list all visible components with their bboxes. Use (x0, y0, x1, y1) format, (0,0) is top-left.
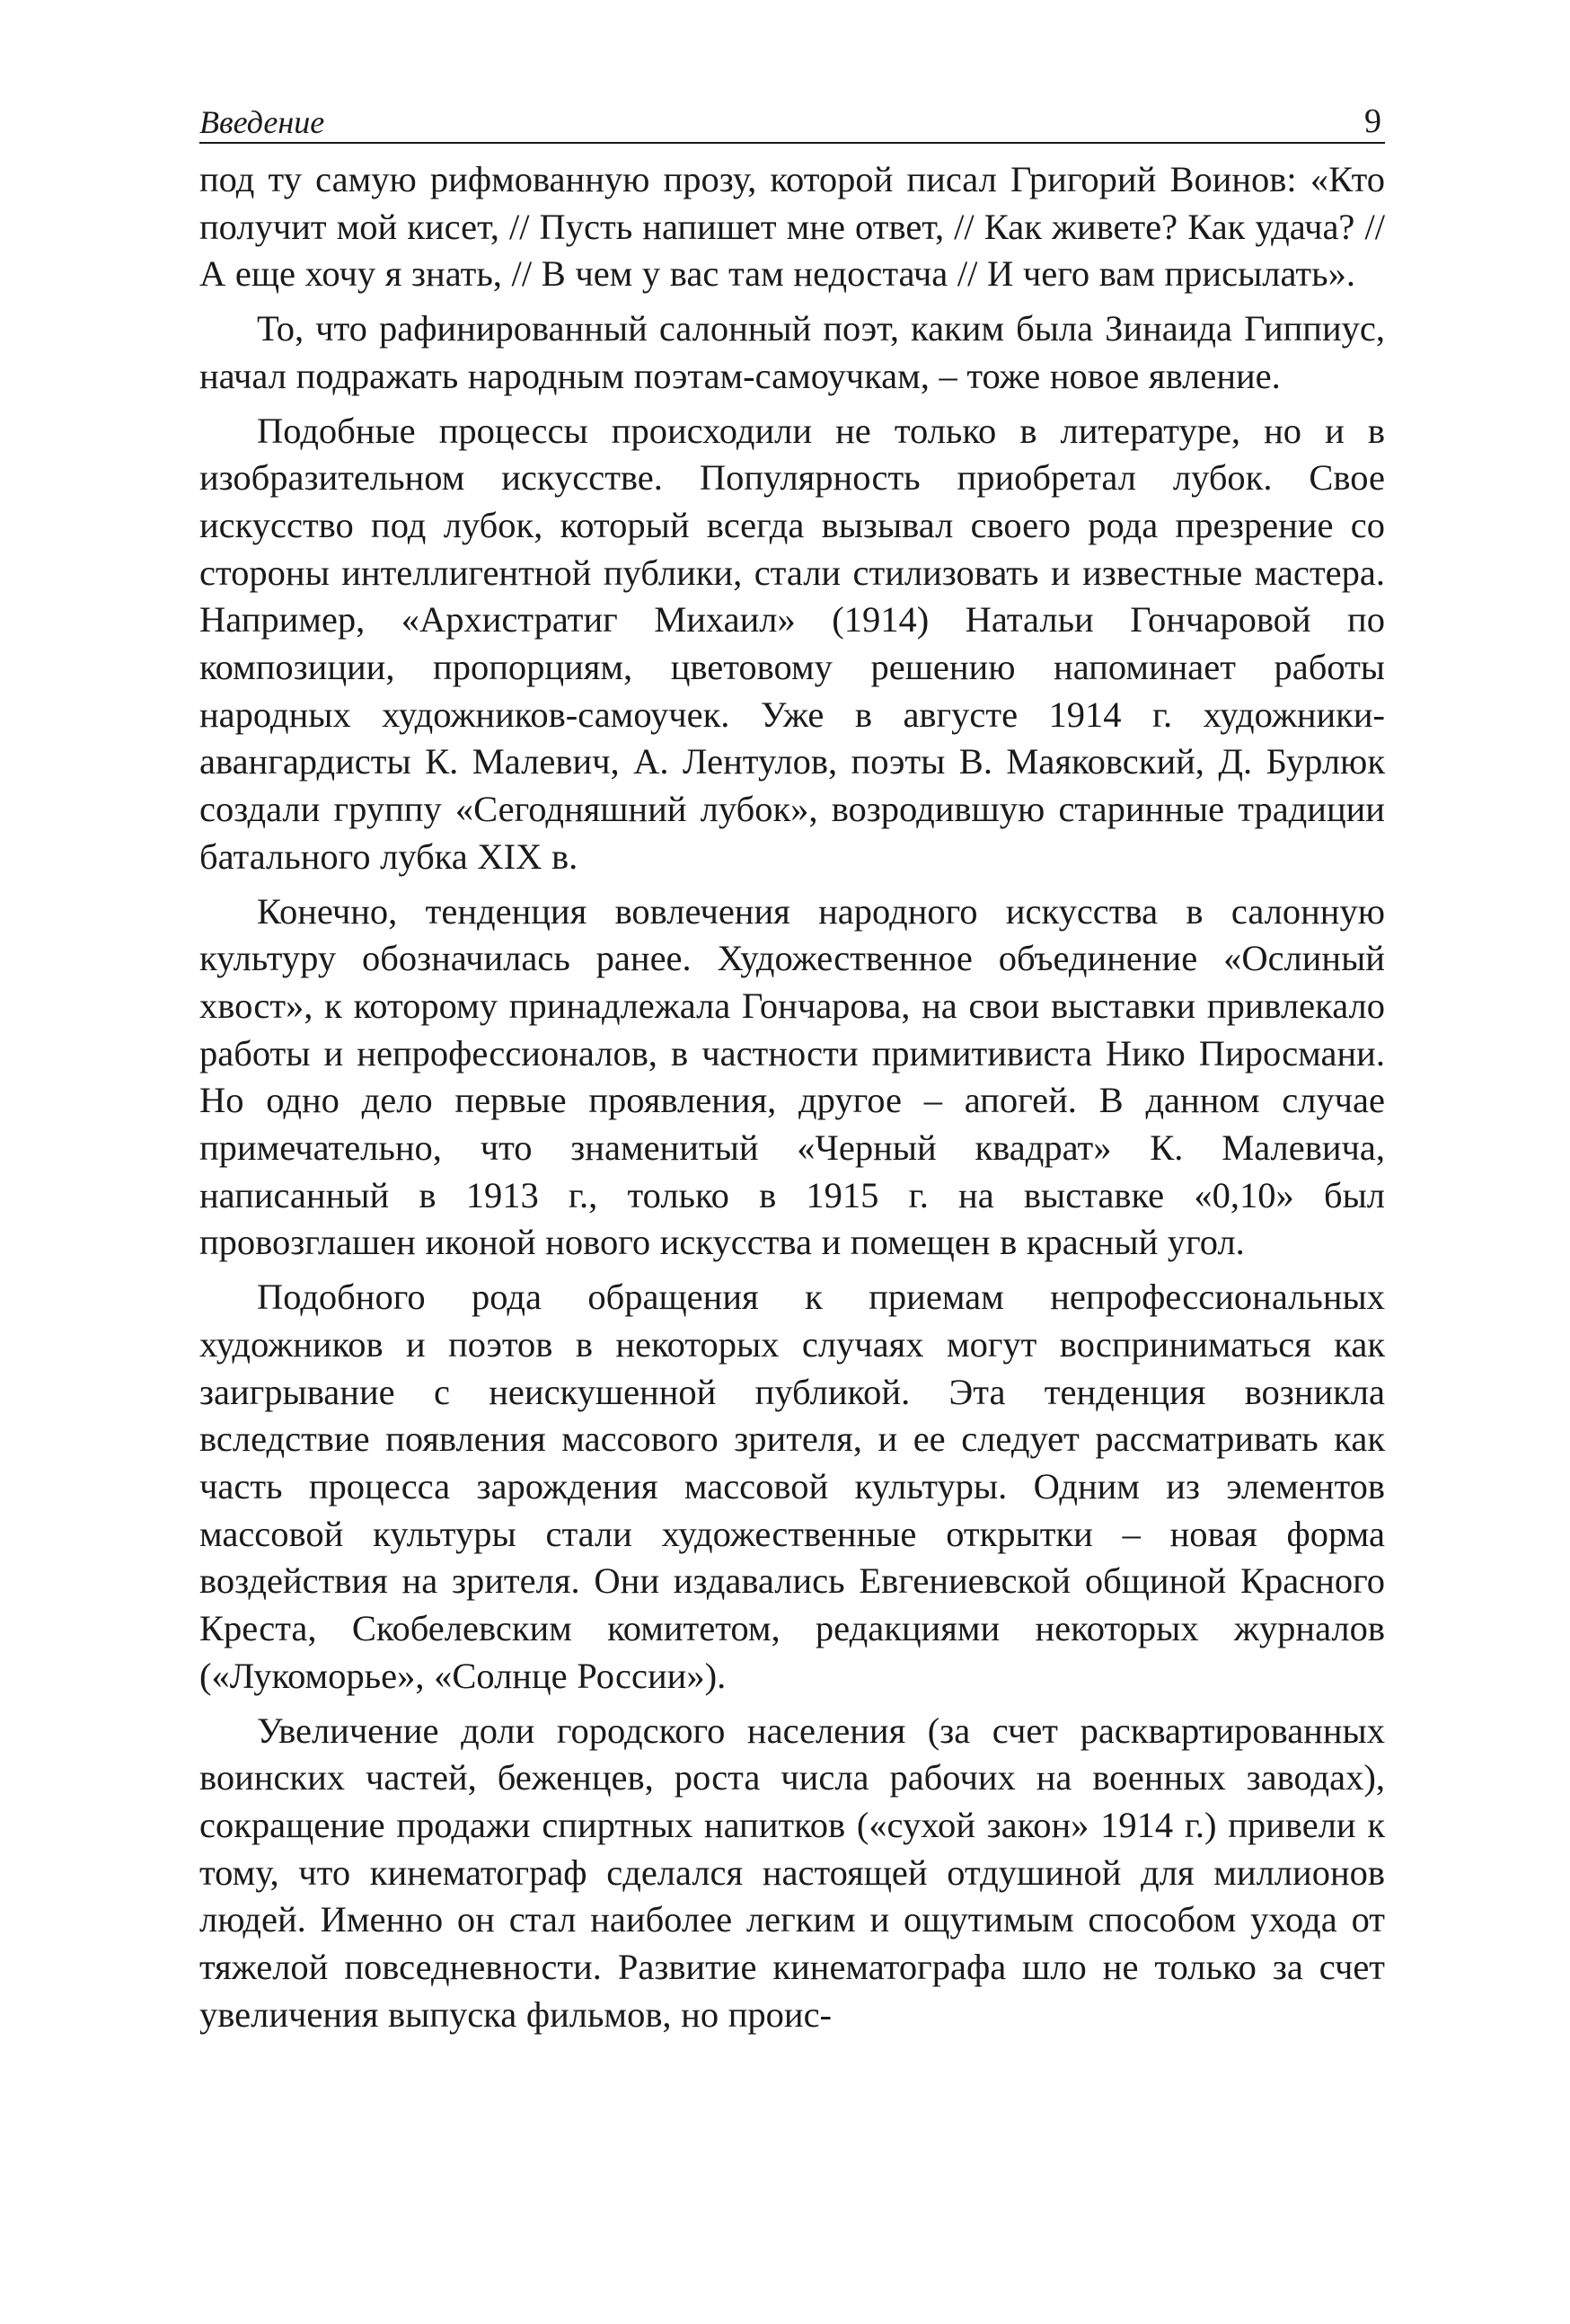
section-title: Введение (199, 104, 325, 140)
page-number: 9 (1364, 102, 1381, 140)
body-text (199, 156, 1385, 2038)
paragraph: Увеличение доли городского населения (за счет расквартированных воинских частей, беженцев, роста числа рабочих на военных заводах), сокращение продажи спиртных напитков («сухой закон» 1914 г.) привели к тому, что кинематограф сделался настоящей отдушиной для миллионов людей. Именно он стал наиболее легким и ощутимым способом ухода от тяжелой повседневности. Развитие кинематографа шло не только за счет увеличения выпуска фильмов, но проис- (199, 1710, 1385, 2035)
book-page (199, 97, 1385, 2038)
paragraph: Конечно, тенденция вовлечения народного искусства в салонную культуру обозначилась ранее. Художественное объединение «Ослиный хвост», к которому принадлежала Гончарова, на свои выставки привлекало работы и непрофессионалов, в частности примитивиста Нико Пиросмани. Но одно дело первые проявления, другое – апогей. В данном случае примечательно, что знаменитый «Черный квадрат» К. Малевича, написанный в 1913 г., только в 1915 г. на выставке «0,10» был провозглашен иконой нового искусства и помещен в красный угол. (199, 890, 1385, 1263)
paragraph: Подобные процессы происходили не только в литературе, но и в изобразительном искусстве. Популярность приобретал лубок. Свое искусство под лубок, который всегда вызывал своего рода презрение со стороны интеллигентной публики, стали стилизовать и известные мастера. Например, «Архистратиг Михаил» (1914) Натальи Гончаровой по композиции, пропорциям, цветовому решению напоминает работы народных художников-самоучек. Уже в августе 1914 г. художники-авангардисты К. Малевич, А. Лентулов, поэты В. Маяковский, Д. Бурлюк создали группу «Сегодняшний лубок», возродившую старинные традиции батального лубка XIX в. (199, 410, 1385, 877)
paragraph: То, что рафинированный салонный поэт, каким была Зинаида Гиппиус, начал подражать народным поэтам-самоучкам, – тоже новое явление. (199, 308, 1385, 396)
running-header (199, 97, 1385, 144)
paragraph-continuation: под ту самую рифмованную прозу, которой писал Григорий Воинов: «Кто получит мой кисет, // Пусть напишет мне ответ, // Как живете? Как удача? // А еще хочу я знать, // В чем у вас там недостача // И чего вам присылать». (199, 159, 1385, 295)
paragraph: Подобного рода обращения к приемам непрофессиональных художников и поэтов в некоторых случаях могут восприниматься как заигрывание с неискушенной публикой. Эта тенденция возникла вследствие появления массового зрителя, и ее следует рассматривать как часть процесса зарождения массовой культуры. Одним из элементов массовой культуры стали художественные открытки – новая форма воздействия на зрителя. Они издавались Евгениевской общиной Красного Креста, Скобелевским комитетом, редакциями некоторых журналов («Лукоморье», «Солнце России»). (199, 1277, 1385, 1696)
